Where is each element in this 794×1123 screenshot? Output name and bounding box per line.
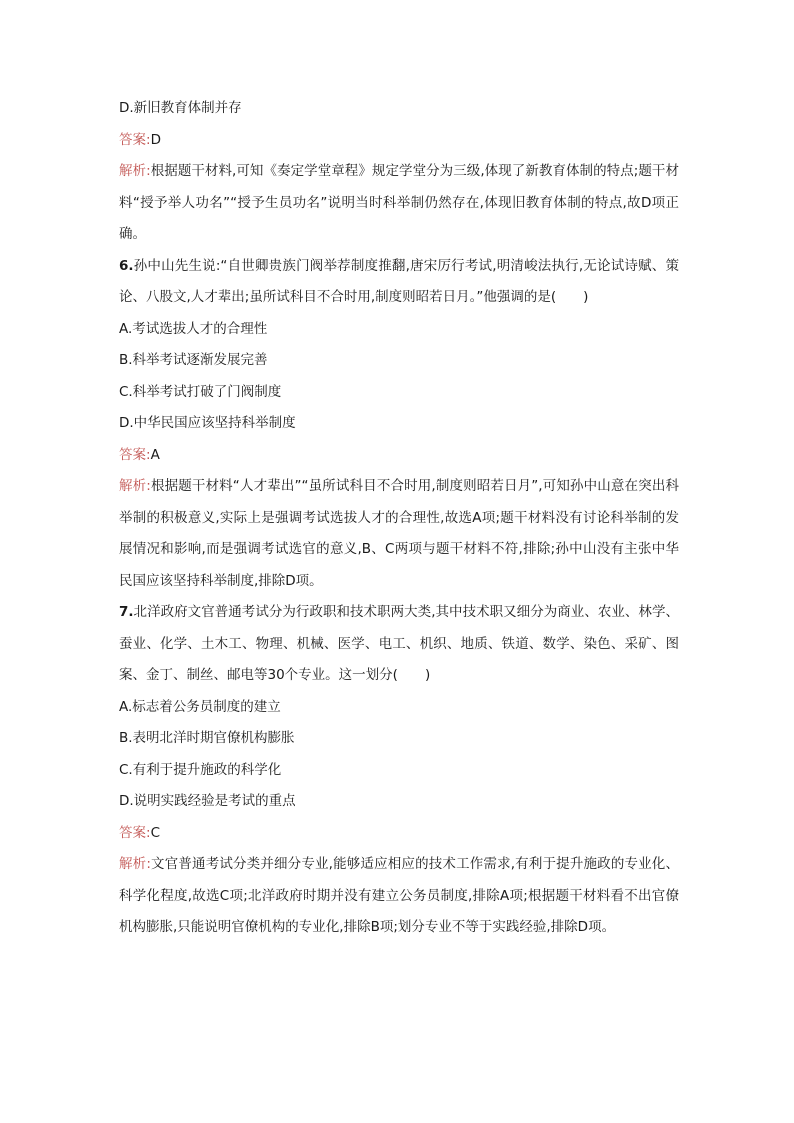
option-q7-a: A.标志着公务员制度的建立 bbox=[119, 698, 281, 715]
question-7 bbox=[119, 597, 679, 692]
option-q6-d: D.中华民国应该坚持科举制度 bbox=[119, 415, 296, 431]
question-text: 孙中山先生说:“自世卿贵族门阀举荐制度推翻,唐宋厉行考试,明清峻法执行,无论试诗赋、策论、八股文,人才辈出;虽所试科目不合时用,制度则昭若日月。”他强调的是( ) bbox=[119, 257, 679, 305]
answer-label: 答案: bbox=[119, 131, 151, 148]
answer-q7 bbox=[119, 823, 679, 844]
question-text: 北洋政府文官普通考试分为行政职和技术职两大类,其中技术职又细分为商业、农业、林学、蚕业、化学、土木工、物理、机械、医学、电工、机织、地质、铁道、数学、染色、采矿、图案、金丁、制丝、邮电等30个专业。这一划分( ) bbox=[119, 604, 679, 683]
option-q7-c: C.有利于提升施政的科学化 bbox=[119, 761, 282, 778]
question-number: 6. bbox=[119, 257, 134, 274]
answer-label: 答案: bbox=[119, 446, 151, 463]
analysis-label: 解析: bbox=[119, 163, 151, 179]
option-q6-c: C.科举考试打破了门阀制度 bbox=[119, 383, 282, 400]
answer-q5 bbox=[119, 130, 679, 151]
question-6 bbox=[119, 251, 679, 314]
analysis-text: 根据题干材料,可知《奏定学堂章程》规定学堂分为三级,体现了新教育体制的特点;题干材料“授予举人功名”“授予生员功名”说明当时科举制仍然存在,体现旧教育体制的特点,故D项正确。 bbox=[119, 163, 679, 242]
analysis-label: 解析: bbox=[119, 478, 151, 494]
answer-label: 答案: bbox=[119, 824, 151, 841]
analysis-label: 解析: bbox=[119, 856, 151, 872]
analysis-q5 bbox=[119, 156, 679, 251]
analysis-text: 文官普通考试分类并细分专业,能够适应相应的技术工作需求,有利于提升施政的专业化、科学化程度,故选C项;北洋政府时期并没有建立公务员制度,排除A项;根据题干材料看不出官僚机构膨胀,只能说明官僚机构的专业化,排除B项;划分专业不等于实践经验,排除D项。 bbox=[119, 856, 679, 935]
answer-value: C bbox=[150, 824, 160, 841]
option-q6-a: A.考试选拔人才的合理性 bbox=[119, 320, 268, 337]
option-q7-d: D.说明实践经验是考试的重点 bbox=[119, 793, 296, 809]
option-q5-d: D.新旧教育体制并存 bbox=[119, 100, 242, 116]
analysis-q6 bbox=[119, 471, 679, 597]
analysis-text: 根据题干材料“人才辈出”“虽所试科目不合时用,制度则昭若日月”,可知孙中山意在突出科举制的积极意义,实际上是强调考试选拔人才的合理性,故选A项;题干材料没有讨论科举制的发展情况和影响,而是强调考试选官的意义,B、C两项与题干材料不符,排除;孙中山没有主张中华民国应该坚持科举制度,排除D项。 bbox=[119, 478, 679, 589]
question-number: 7. bbox=[119, 604, 134, 620]
answer-q6 bbox=[119, 445, 679, 466]
answer-value: D bbox=[150, 131, 161, 148]
option-q6-b: B.科举考试逐渐发展完善 bbox=[119, 352, 268, 368]
option-q7-b: B.表明北洋时期官僚机构膨胀 bbox=[119, 730, 295, 746]
answer-value: A bbox=[150, 446, 160, 463]
document-content bbox=[119, 98, 679, 949]
analysis-q7 bbox=[119, 849, 679, 944]
